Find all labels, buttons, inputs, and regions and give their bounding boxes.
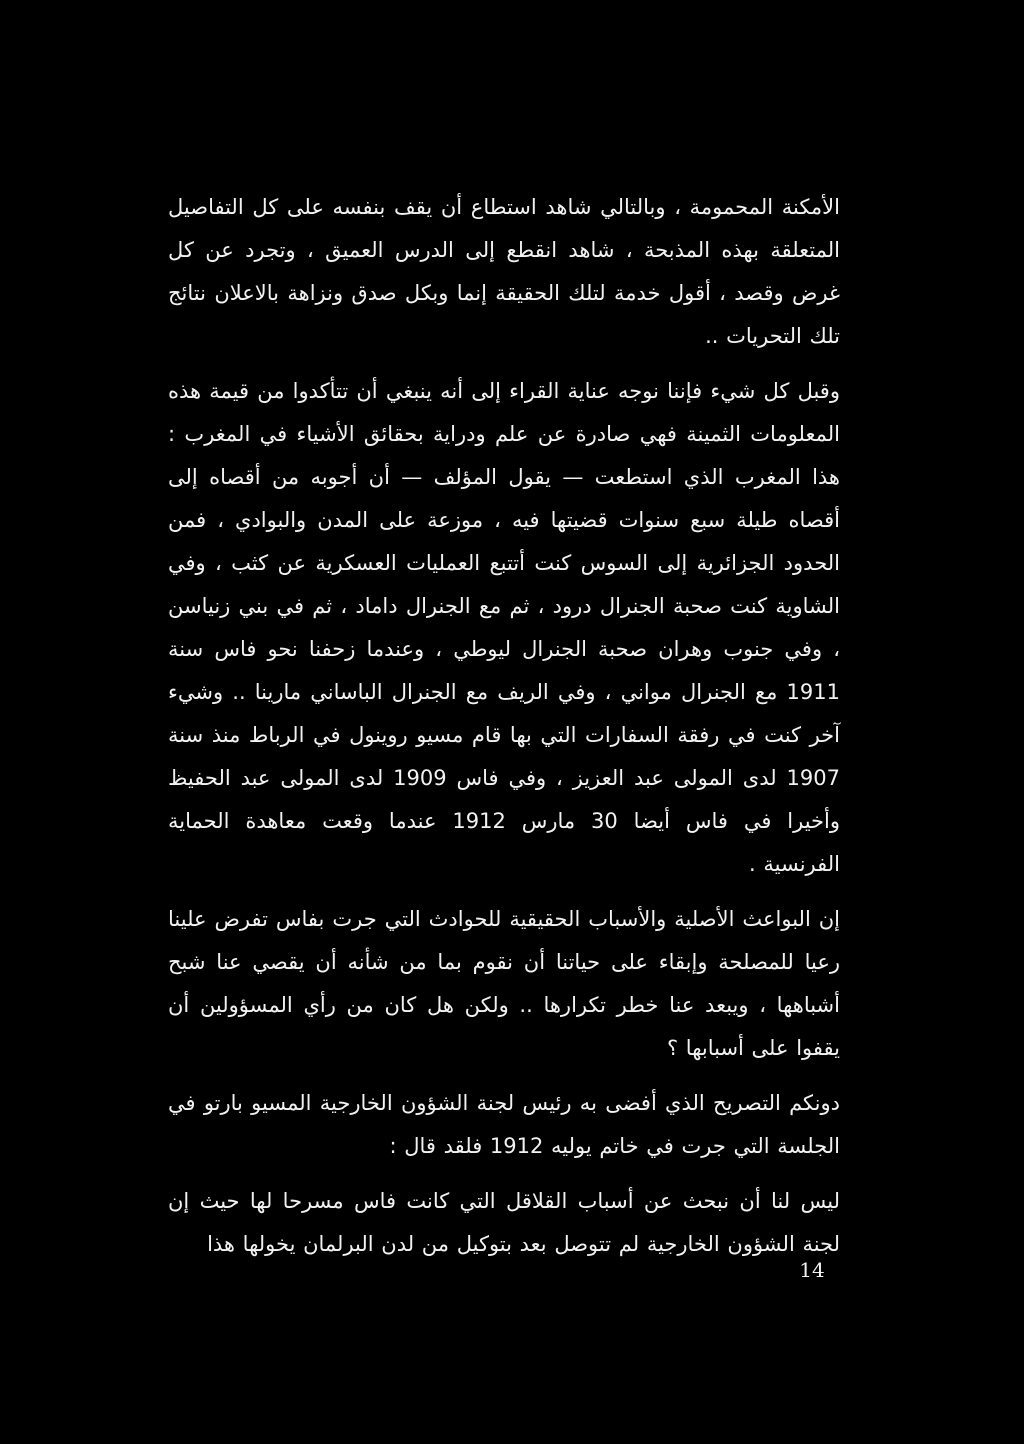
paragraph-4: دونكم التصريح الذي أفضى به رئيس لجنة الشؤون الخارجية المسيو بارتو في الجلسة التي جرت في خاتم يوليه 1912 فلقد قال : [168,1091,840,1158]
paragraph-3: إن البواعث الأصلية والأسباب الحقيقية للحوادث التي جرت بفاس تفرض علينا رعيا للمصلحة وإبقاء على حياتنا أن نقوم بما من شأنه أن يقصي عنا شبح أشباهها ، ويبعد عنا خطر تكرارها .. ولكن هل كان من رأي المسؤولين أن يقفوا على أسبابها ؟ [168,907,840,1060]
page-number: 14 [799,1258,825,1282]
body-text [168,186,840,1266]
paragraph-1: الأمكنة المحمومة ، وبالتالي شاهد استطاع أن يقف بنفسه على كل التفاصيل المتعلقة بهذه المذبحة ، شاهد انقطع إلى الدرس العميق ، وتجرد عن كل غرض وقصد ، أقول خدمة لتلك الحقيقة إنما وبكل صدق ونزاهة بالاعلان نتائج تلك التحريات .. [168,195,840,348]
paragraph-2: وقبل كل شيء فإننا نوجه عناية القراء إلى أنه ينبغي أن تتأكدوا من قيمة هذه المعلومات الثمينة فهي صادرة عن علم ودراية بحقائق الأشياء في المغرب : هذا المغرب الذي استطعت — يقول المؤلف — أن أجوبه من أقصاه إلى أقصاه طيلة سبع سنوات قضيتها فيه ، موزعة على المدن والبوادي ، فمن الحدود الجزائرية إلى السوس كنت أتتبع العمليات العسكرية عن كثب ، وفي الشاوية كنت صحبة الجنرال درود ، ثم مع الجنرال داماد ، ثم في بني زنياسن ، وفي جنوب وهران صحبة الجنرال ليوطي ، وعندما زحفنا نحو فاس سنة 1911 مع الجنرال مواني ، وفي الريف مع الجنرال الباساني مارينا .. وشيء آخر كنت في رفقة السفارات التي بها قام مسيو روينول في الرباط منذ سنة 1907 لدى المولى عبد العزيز ، وفي فاس 1909 لدى المولى عبد الحفيظ وأخيرا في فاس أيضا 30 مارس 1912 عندما وقعت معاهدة الحماية الفرنسية . [168,379,840,876]
paragraph-5: ليس لنا أن نبحث عن أسباب القلاقل التي كانت فاس مسرحا لها حيث إن لجنة الشؤون الخارجية لم تتوصل بعد بتوكيل من لدن البرلمان يخولها هذا [168,1189,840,1256]
